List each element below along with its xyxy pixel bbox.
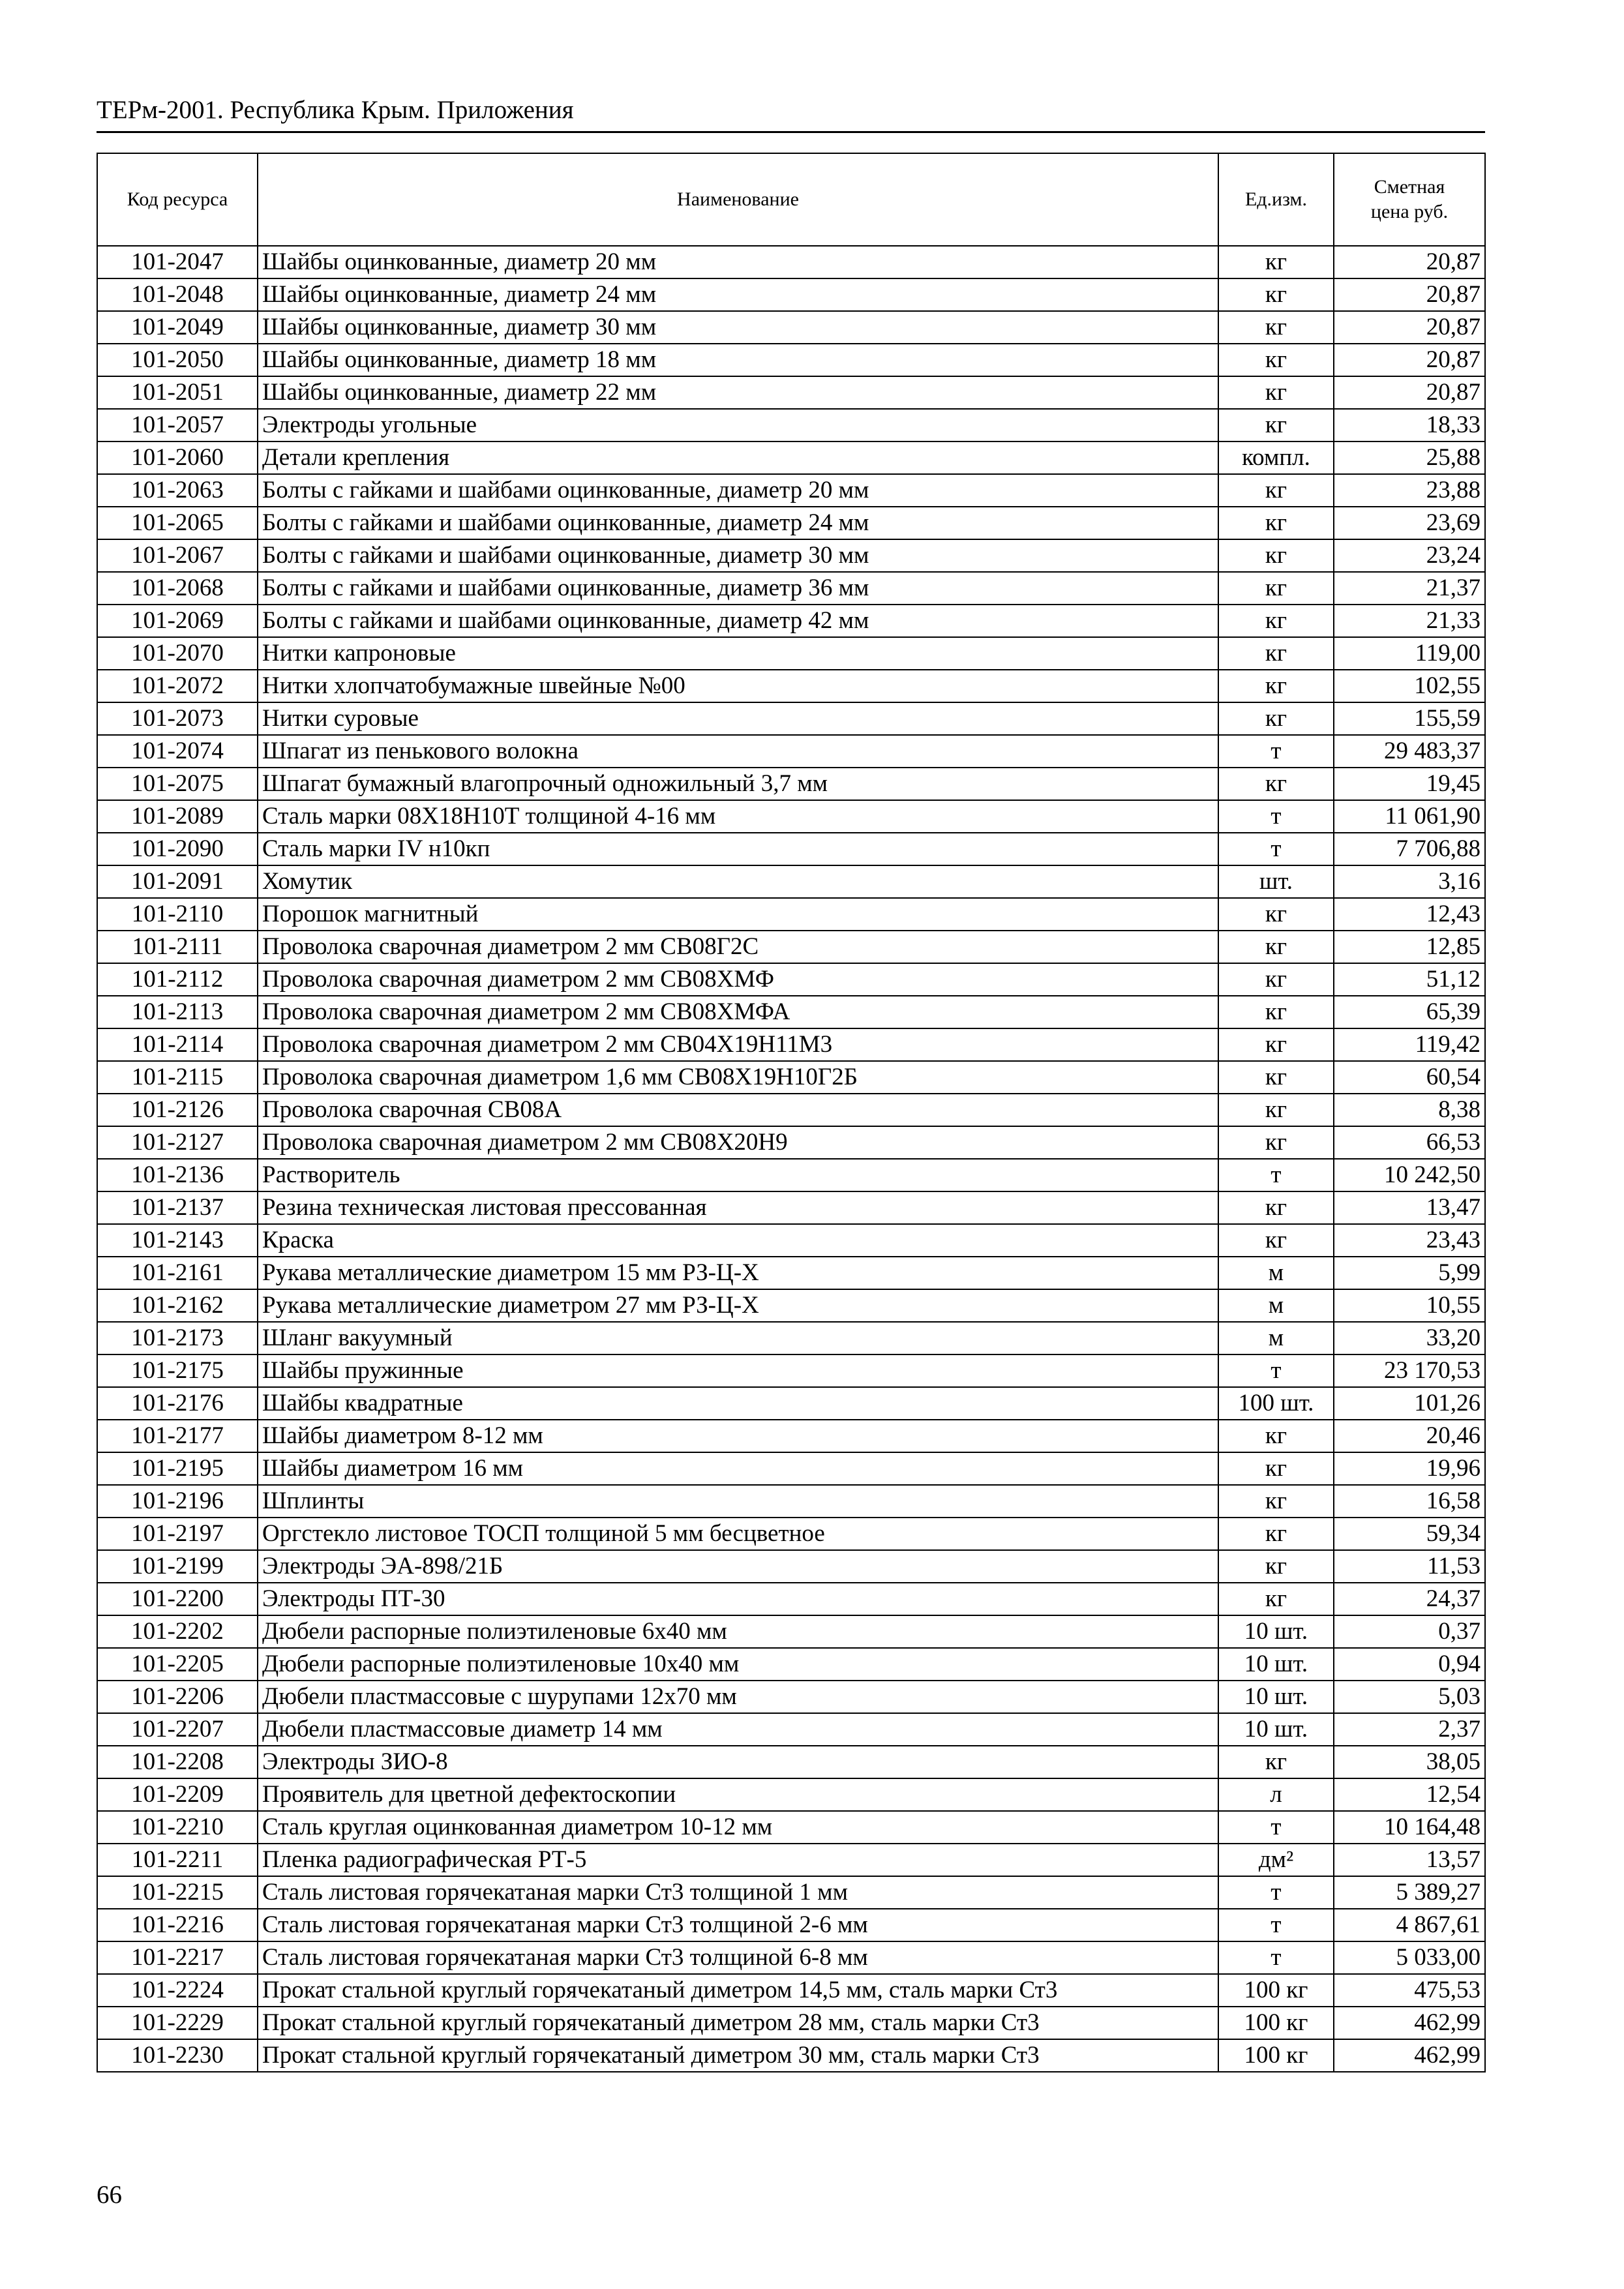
- cell-name: Дюбели распорные полиэтиленовые 10х40 мм: [258, 1648, 1218, 1681]
- table-row: [97, 1126, 1485, 1159]
- table-row: [97, 735, 1485, 768]
- cell-unit: кг: [1218, 572, 1334, 605]
- cell-name: Нитки капроновые: [258, 637, 1218, 670]
- cell-name: Шайбы оцинкованные, диаметр 30 мм: [258, 311, 1218, 344]
- cell-name: Болты с гайками и шайбами оцинкованные, диаметр 42 мм: [258, 605, 1218, 637]
- cell-code: 101-2068: [97, 572, 258, 605]
- cell-name: Дюбели распорные полиэтиленовые 6х40 мм: [258, 1615, 1218, 1648]
- cell-unit: т: [1218, 1876, 1334, 1909]
- table-row: [97, 2007, 1485, 2039]
- cell-name: Шпагат бумажный влагопрочный одножильный 3,7 мм: [258, 768, 1218, 800]
- cell-code: 101-2069: [97, 605, 258, 637]
- cell-unit: кг: [1218, 507, 1334, 539]
- table-row: [97, 1844, 1485, 1876]
- cell-unit: т: [1218, 1354, 1334, 1387]
- cell-name: Электроды ЗИО-8: [258, 1746, 1218, 1778]
- cell-name: Детали крепления: [258, 441, 1218, 474]
- table-row: [97, 1909, 1485, 1941]
- cell-price: 29 483,37: [1334, 735, 1485, 768]
- table-row: [97, 1159, 1485, 1191]
- table-row: [97, 1518, 1485, 1550]
- cell-name: Шайбы квадратные: [258, 1387, 1218, 1420]
- cell-unit: кг: [1218, 278, 1334, 311]
- table-row: [97, 1485, 1485, 1518]
- cell-code: 101-2207: [97, 1713, 258, 1746]
- table-row: [97, 1061, 1485, 1094]
- cell-name: Проявитель для цветной дефектоскопии: [258, 1778, 1218, 1811]
- cell-price: 475,53: [1334, 1974, 1485, 2007]
- cell-name: Рукава металлические диаметром 27 мм РЗ-Ц-Х: [258, 1289, 1218, 1322]
- cell-name: Нитки суровые: [258, 702, 1218, 735]
- cell-name: Шайбы оцинкованные, диаметр 20 мм: [258, 246, 1218, 278]
- cell-unit: кг: [1218, 702, 1334, 735]
- cell-name: Проволока сварочная СВ08А: [258, 1094, 1218, 1126]
- cell-name: Растворитель: [258, 1159, 1218, 1191]
- cell-code: 101-2049: [97, 311, 258, 344]
- cell-code: 101-2051: [97, 376, 258, 409]
- cell-price: 10 242,50: [1334, 1159, 1485, 1191]
- table-row: [97, 605, 1485, 637]
- table-row: [97, 1648, 1485, 1681]
- table-row: [97, 1322, 1485, 1354]
- column-header-unit: Ед.изм.: [1218, 153, 1334, 246]
- cell-code: 101-2126: [97, 1094, 258, 1126]
- cell-unit: кг: [1218, 931, 1334, 963]
- cell-unit: кг: [1218, 1191, 1334, 1224]
- cell-price: 119,00: [1334, 637, 1485, 670]
- table-row: [97, 539, 1485, 572]
- cell-price: 23,69: [1334, 507, 1485, 539]
- cell-price: 462,99: [1334, 2039, 1485, 2072]
- table-row: [97, 1028, 1485, 1061]
- cell-code: 101-2074: [97, 735, 258, 768]
- cell-unit: шт.: [1218, 865, 1334, 898]
- cell-unit: кг: [1218, 1061, 1334, 1094]
- cell-code: 101-2136: [97, 1159, 258, 1191]
- cell-price: 13,57: [1334, 1844, 1485, 1876]
- cell-price: 16,58: [1334, 1485, 1485, 1518]
- cell-price: 5,99: [1334, 1257, 1485, 1289]
- cell-code: 101-2065: [97, 507, 258, 539]
- cell-unit: 10 шт.: [1218, 1681, 1334, 1713]
- cell-name: Прокат стальной круглый горячекатаный диметром 30 мм, сталь марки Ст3: [258, 2039, 1218, 2072]
- cell-unit: 100 кг: [1218, 2039, 1334, 2072]
- cell-code: 101-2048: [97, 278, 258, 311]
- page-number: 66: [97, 2181, 122, 2209]
- cell-price: 4 867,61: [1334, 1909, 1485, 1941]
- cell-code: 101-2143: [97, 1224, 258, 1257]
- cell-unit: кг: [1218, 1028, 1334, 1061]
- cell-code: 101-2195: [97, 1452, 258, 1485]
- cell-price: 0,37: [1334, 1615, 1485, 1648]
- cell-unit: 100 кг: [1218, 2007, 1334, 2039]
- table-row: [97, 963, 1485, 996]
- cell-code: 101-2175: [97, 1354, 258, 1387]
- table-row: [97, 1420, 1485, 1452]
- cell-code: 101-2114: [97, 1028, 258, 1061]
- cell-name: Болты с гайками и шайбами оцинкованные, диаметр 20 мм: [258, 474, 1218, 507]
- cell-unit: дм²: [1218, 1844, 1334, 1876]
- cell-unit: кг: [1218, 1224, 1334, 1257]
- cell-price: 10 164,48: [1334, 1811, 1485, 1844]
- cell-price: 462,99: [1334, 2007, 1485, 2039]
- cell-code: 101-2110: [97, 898, 258, 931]
- cell-code: 101-2162: [97, 1289, 258, 1322]
- cell-code: 101-2070: [97, 637, 258, 670]
- cell-unit: т: [1218, 735, 1334, 768]
- column-header-price: Сметная цена руб.: [1334, 153, 1485, 246]
- cell-price: 7 706,88: [1334, 833, 1485, 865]
- cell-price: 23,88: [1334, 474, 1485, 507]
- table-row: [97, 507, 1485, 539]
- cell-unit: м: [1218, 1322, 1334, 1354]
- cell-name: Нитки хлопчатобумажные швейные №00: [258, 670, 1218, 702]
- cell-price: 12,85: [1334, 931, 1485, 963]
- cell-code: 101-2091: [97, 865, 258, 898]
- table-row: [97, 1746, 1485, 1778]
- cell-unit: кг: [1218, 376, 1334, 409]
- cell-price: 11,53: [1334, 1550, 1485, 1583]
- page-header-title: ТЕРм-2001. Республика Крым. Приложения: [97, 96, 574, 124]
- table-row: [97, 1387, 1485, 1420]
- cell-unit: кг: [1218, 344, 1334, 376]
- cell-name: Проволока сварочная диаметром 2 мм СВ08Х20Н9: [258, 1126, 1218, 1159]
- cell-code: 101-2075: [97, 768, 258, 800]
- cell-name: Рукава металлические диаметром 15 мм РЗ-Ц-Х: [258, 1257, 1218, 1289]
- cell-price: 155,59: [1334, 702, 1485, 735]
- table-row: [97, 865, 1485, 898]
- cell-unit: кг: [1218, 1746, 1334, 1778]
- cell-code: 101-2176: [97, 1387, 258, 1420]
- cell-price: 20,87: [1334, 246, 1485, 278]
- table-row: [97, 572, 1485, 605]
- cell-code: 101-2205: [97, 1648, 258, 1681]
- table-row: [97, 1191, 1485, 1224]
- cell-name: Электроды ЭА-898/21Б: [258, 1550, 1218, 1583]
- table-row: [97, 637, 1485, 670]
- table-row: [97, 1550, 1485, 1583]
- cell-code: 101-2210: [97, 1811, 258, 1844]
- cell-name: Прокат стальной круглый горячекатаный диметром 14,5 мм, сталь марки Ст3: [258, 1974, 1218, 2007]
- cell-code: 101-2113: [97, 996, 258, 1028]
- price-table: [97, 153, 1486, 2072]
- cell-unit: 100 кг: [1218, 1974, 1334, 2007]
- cell-code: 101-2202: [97, 1615, 258, 1648]
- cell-price: 5 033,00: [1334, 1941, 1485, 1974]
- cell-unit: м: [1218, 1257, 1334, 1289]
- cell-unit: 10 шт.: [1218, 1648, 1334, 1681]
- table-row: [97, 1224, 1485, 1257]
- cell-name: Шланг вакуумный: [258, 1322, 1218, 1354]
- cell-code: 101-2112: [97, 963, 258, 996]
- cell-name: Болты с гайками и шайбами оцинкованные, диаметр 30 мм: [258, 539, 1218, 572]
- table-row: [97, 768, 1485, 800]
- cell-code: 101-2177: [97, 1420, 258, 1452]
- table-row: [97, 278, 1485, 311]
- cell-unit: кг: [1218, 311, 1334, 344]
- cell-unit: кг: [1218, 670, 1334, 702]
- cell-name: Проволока сварочная диаметром 2 мм СВ08ХМФА: [258, 996, 1218, 1028]
- cell-price: 10,55: [1334, 1289, 1485, 1322]
- cell-name: Шплинты: [258, 1485, 1218, 1518]
- cell-unit: кг: [1218, 963, 1334, 996]
- cell-unit: кг: [1218, 768, 1334, 800]
- cell-price: 5,03: [1334, 1681, 1485, 1713]
- cell-name: Шайбы оцинкованные, диаметр 22 мм: [258, 376, 1218, 409]
- cell-unit: кг: [1218, 474, 1334, 507]
- cell-price: 8,38: [1334, 1094, 1485, 1126]
- cell-name: Шайбы диаметром 8-12 мм: [258, 1420, 1218, 1452]
- table-row: [97, 474, 1485, 507]
- cell-name: Шпагат из пенькового волокна: [258, 735, 1218, 768]
- cell-price: 25,88: [1334, 441, 1485, 474]
- cell-name: Сталь листовая горячекатаная марки Ст3 толщиной 6-8 мм: [258, 1941, 1218, 1974]
- table-row: [97, 670, 1485, 702]
- cell-price: 19,96: [1334, 1452, 1485, 1485]
- cell-code: 101-2111: [97, 931, 258, 963]
- cell-price: 23,24: [1334, 539, 1485, 572]
- table-row: [97, 409, 1485, 441]
- cell-name: Краска: [258, 1224, 1218, 1257]
- table-row: [97, 311, 1485, 344]
- table-row: [97, 1876, 1485, 1909]
- cell-unit: кг: [1218, 1094, 1334, 1126]
- cell-unit: т: [1218, 833, 1334, 865]
- cell-code: 101-2216: [97, 1909, 258, 1941]
- cell-name: Болты с гайками и шайбами оцинкованные, диаметр 36 мм: [258, 572, 1218, 605]
- cell-name: Сталь круглая оцинкованная диаметром 10-12 мм: [258, 1811, 1218, 1844]
- cell-price: 102,55: [1334, 670, 1485, 702]
- table-row: [97, 931, 1485, 963]
- cell-price: 59,34: [1334, 1518, 1485, 1550]
- table-row: [97, 246, 1485, 278]
- cell-code: 101-2196: [97, 1485, 258, 1518]
- cell-price: 20,87: [1334, 376, 1485, 409]
- header-rule: [97, 131, 1485, 133]
- cell-price: 23 170,53: [1334, 1354, 1485, 1387]
- cell-name: Порошок магнитный: [258, 898, 1218, 931]
- cell-code: 101-2047: [97, 246, 258, 278]
- cell-unit: кг: [1218, 637, 1334, 670]
- table-row: [97, 1289, 1485, 1322]
- cell-name: Проволока сварочная диаметром 2 мм СВ08ХМФ: [258, 963, 1218, 996]
- cell-price: 20,87: [1334, 278, 1485, 311]
- cell-unit: кг: [1218, 1550, 1334, 1583]
- cell-code: 101-2057: [97, 409, 258, 441]
- table-row: [97, 1615, 1485, 1648]
- cell-price: 101,26: [1334, 1387, 1485, 1420]
- cell-unit: л: [1218, 1778, 1334, 1811]
- cell-price: 0,94: [1334, 1648, 1485, 1681]
- table-row: [97, 1811, 1485, 1844]
- cell-unit: кг: [1218, 996, 1334, 1028]
- cell-price: 13,47: [1334, 1191, 1485, 1224]
- cell-unit: т: [1218, 800, 1334, 833]
- cell-code: 101-2200: [97, 1583, 258, 1615]
- table-row: [97, 702, 1485, 735]
- cell-price: 12,43: [1334, 898, 1485, 931]
- cell-price: 18,33: [1334, 409, 1485, 441]
- cell-price: 65,39: [1334, 996, 1485, 1028]
- cell-name: Электроды ПТ-30: [258, 1583, 1218, 1615]
- table-row: [97, 833, 1485, 865]
- table-header-row: [97, 153, 1485, 246]
- cell-code: 101-2211: [97, 1844, 258, 1876]
- cell-code: 101-2115: [97, 1061, 258, 1094]
- cell-unit: кг: [1218, 605, 1334, 637]
- cell-name: Проволока сварочная диаметром 2 мм СВ08Г2С: [258, 931, 1218, 963]
- cell-name: Шайбы диаметром 16 мм: [258, 1452, 1218, 1485]
- cell-name: Сталь листовая горячекатаная марки Ст3 толщиной 1 мм: [258, 1876, 1218, 1909]
- cell-name: Электроды угольные: [258, 409, 1218, 441]
- table-row: [97, 898, 1485, 931]
- cell-code: 101-2161: [97, 1257, 258, 1289]
- table-row: [97, 1778, 1485, 1811]
- cell-name: Шайбы пружинные: [258, 1354, 1218, 1387]
- cell-unit: 10 шт.: [1218, 1713, 1334, 1746]
- cell-price: 51,12: [1334, 963, 1485, 996]
- cell-unit: т: [1218, 1159, 1334, 1191]
- table-row: [97, 1257, 1485, 1289]
- table-row: [97, 1941, 1485, 1974]
- cell-code: 101-2063: [97, 474, 258, 507]
- cell-name: Дюбели пластмассовые с шурупами 12х70 мм: [258, 1681, 1218, 1713]
- cell-code: 101-2215: [97, 1876, 258, 1909]
- cell-code: 101-2199: [97, 1550, 258, 1583]
- cell-unit: м: [1218, 1289, 1334, 1322]
- cell-code: 101-2060: [97, 441, 258, 474]
- table-row: [97, 1681, 1485, 1713]
- table-row: [97, 1354, 1485, 1387]
- cell-unit: кг: [1218, 1452, 1334, 1485]
- table-row: [97, 1094, 1485, 1126]
- cell-unit: кг: [1218, 1583, 1334, 1615]
- cell-code: 101-2089: [97, 800, 258, 833]
- cell-unit: т: [1218, 1909, 1334, 1941]
- cell-unit: 100 шт.: [1218, 1387, 1334, 1420]
- cell-unit: компл.: [1218, 441, 1334, 474]
- cell-price: 19,45: [1334, 768, 1485, 800]
- cell-unit: кг: [1218, 1420, 1334, 1452]
- cell-price: 12,54: [1334, 1778, 1485, 1811]
- cell-code: 101-2229: [97, 2007, 258, 2039]
- cell-price: 20,87: [1334, 344, 1485, 376]
- cell-name: Шайбы оцинкованные, диаметр 24 мм: [258, 278, 1218, 311]
- cell-price: 38,05: [1334, 1746, 1485, 1778]
- table-row: [97, 2039, 1485, 2072]
- table-row: [97, 1583, 1485, 1615]
- cell-code: 101-2217: [97, 1941, 258, 1974]
- cell-price: 2,37: [1334, 1713, 1485, 1746]
- cell-name: Сталь листовая горячекатаная марки Ст3 толщиной 2-6 мм: [258, 1909, 1218, 1941]
- cell-price: 119,42: [1334, 1028, 1485, 1061]
- table-row: [97, 441, 1485, 474]
- cell-unit: кг: [1218, 898, 1334, 931]
- cell-price: 33,20: [1334, 1322, 1485, 1354]
- cell-name: Сталь марки IV н10кп: [258, 833, 1218, 865]
- cell-code: 101-2137: [97, 1191, 258, 1224]
- cell-unit: т: [1218, 1941, 1334, 1974]
- table-row: [97, 800, 1485, 833]
- cell-unit: кг: [1218, 246, 1334, 278]
- cell-unit: кг: [1218, 1126, 1334, 1159]
- column-header-code: Код ресурса: [97, 153, 258, 246]
- table-body: [97, 246, 1485, 2072]
- cell-price: 3,16: [1334, 865, 1485, 898]
- table-row: [97, 1713, 1485, 1746]
- cell-name: Проволока сварочная диаметром 2 мм СВ04Х19Н11М3: [258, 1028, 1218, 1061]
- cell-name: Резина техническая листовая прессованная: [258, 1191, 1218, 1224]
- table-row: [97, 1452, 1485, 1485]
- cell-name: Сталь марки 08Х18Н10Т толщиной 4-16 мм: [258, 800, 1218, 833]
- cell-price: 21,33: [1334, 605, 1485, 637]
- cell-name: Оргстекло листовое ТОСП толщиной 5 мм бесцветное: [258, 1518, 1218, 1550]
- cell-code: 101-2206: [97, 1681, 258, 1713]
- cell-unit: кг: [1218, 539, 1334, 572]
- cell-name: Дюбели пластмассовые диаметр 14 мм: [258, 1713, 1218, 1746]
- table-row: [97, 1974, 1485, 2007]
- cell-unit: т: [1218, 1811, 1334, 1844]
- cell-code: 101-2050: [97, 344, 258, 376]
- cell-price: 66,53: [1334, 1126, 1485, 1159]
- cell-unit: 10 шт.: [1218, 1615, 1334, 1648]
- cell-name: Шайбы оцинкованные, диаметр 18 мм: [258, 344, 1218, 376]
- cell-price: 24,37: [1334, 1583, 1485, 1615]
- cell-code: 101-2073: [97, 702, 258, 735]
- cell-code: 101-2197: [97, 1518, 258, 1550]
- cell-name: Хомутик: [258, 865, 1218, 898]
- cell-code: 101-2090: [97, 833, 258, 865]
- cell-code: 101-2173: [97, 1322, 258, 1354]
- cell-price: 21,37: [1334, 572, 1485, 605]
- cell-code: 101-2208: [97, 1746, 258, 1778]
- cell-name: Болты с гайками и шайбами оцинкованные, диаметр 24 мм: [258, 507, 1218, 539]
- cell-price: 20,87: [1334, 311, 1485, 344]
- cell-unit: кг: [1218, 409, 1334, 441]
- cell-price: 60,54: [1334, 1061, 1485, 1094]
- cell-unit: кг: [1218, 1485, 1334, 1518]
- cell-unit: кг: [1218, 1518, 1334, 1550]
- cell-code: 101-2209: [97, 1778, 258, 1811]
- table-row: [97, 344, 1485, 376]
- cell-code: 101-2127: [97, 1126, 258, 1159]
- cell-price: 20,46: [1334, 1420, 1485, 1452]
- cell-price: 11 061,90: [1334, 800, 1485, 833]
- cell-price: 5 389,27: [1334, 1876, 1485, 1909]
- cell-name: Прокат стальной круглый горячекатаный диметром 28 мм, сталь марки Ст3: [258, 2007, 1218, 2039]
- table-row: [97, 376, 1485, 409]
- cell-code: 101-2067: [97, 539, 258, 572]
- table-row: [97, 996, 1485, 1028]
- cell-name: Пленка радиографическая РТ-5: [258, 1844, 1218, 1876]
- cell-code: 101-2230: [97, 2039, 258, 2072]
- column-header-name: Наименование: [258, 153, 1218, 246]
- cell-name: Проволока сварочная диаметром 1,6 мм СВ08Х19Н10Г2Б: [258, 1061, 1218, 1094]
- cell-price: 23,43: [1334, 1224, 1485, 1257]
- cell-code: 101-2224: [97, 1974, 258, 2007]
- cell-code: 101-2072: [97, 670, 258, 702]
